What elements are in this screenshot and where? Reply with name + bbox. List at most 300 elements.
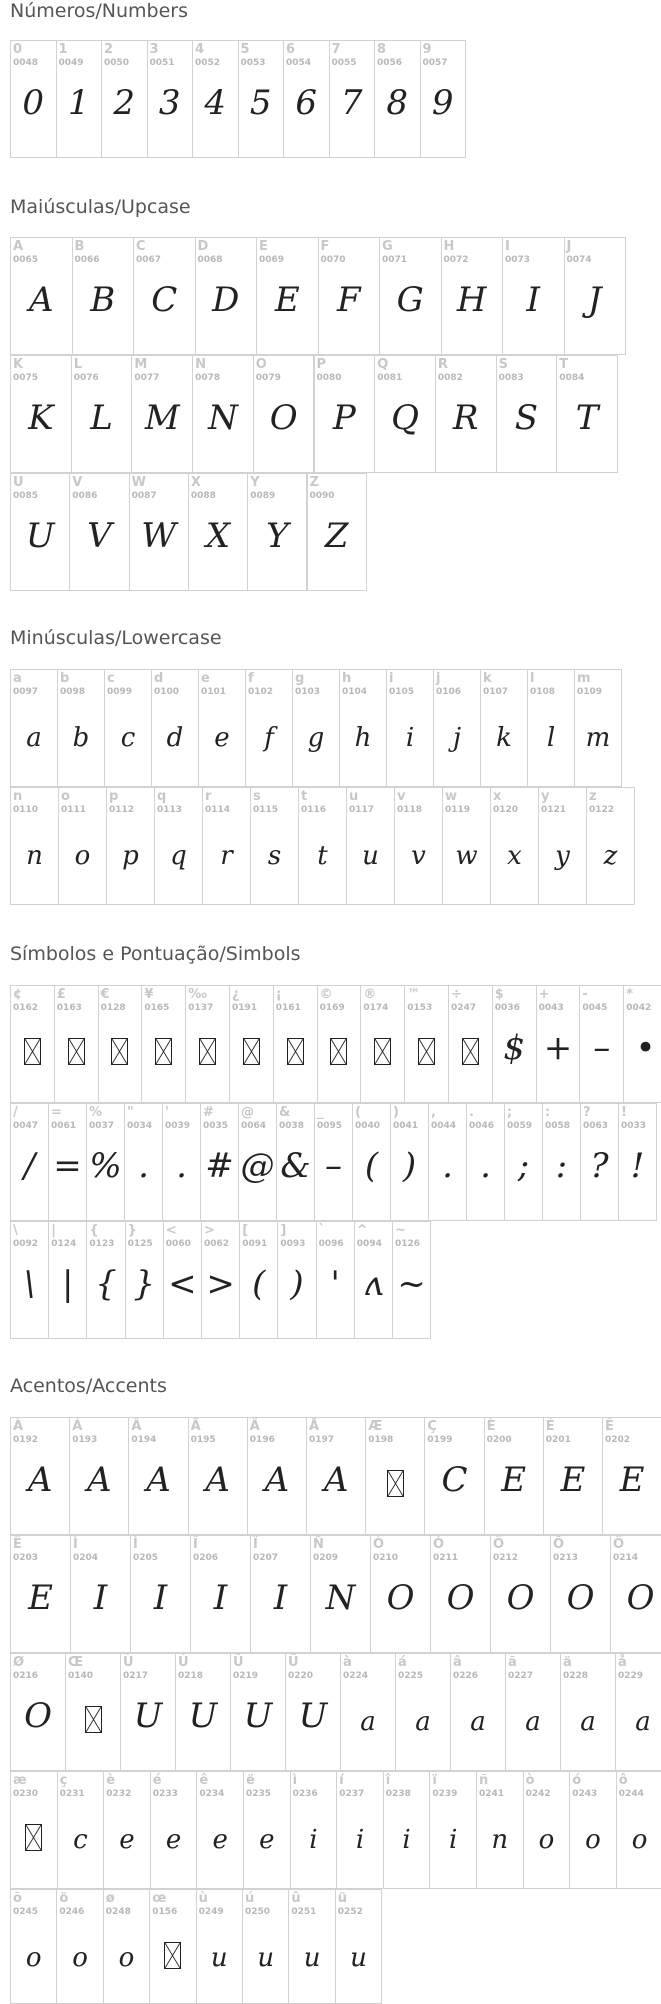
glyph-cell-0233: [150, 1771, 198, 1889]
glyph-character-label: ®: [363, 987, 377, 1002]
glyph-character-label: /: [13, 1105, 18, 1120]
glyph-cell-0086: [69, 473, 129, 591]
glyph-sample: U: [133, 1696, 163, 1736]
glyph-character-label: m: [577, 671, 591, 686]
glyph-cell-0085: [10, 473, 70, 591]
glyph-cell-0052: [192, 40, 239, 158]
glyph-cell-0054: [283, 40, 330, 158]
glyph-character-label: -: [582, 987, 588, 1002]
glyph-code-label: 0123: [89, 1239, 115, 1249]
glyph-code-label: 0100: [154, 687, 180, 697]
glyph-character-label: T: [559, 357, 569, 372]
glyph-cell-0093: [277, 1221, 316, 1339]
glyph-character-label: $: [494, 987, 504, 1002]
glyph-cell-0046: [466, 1103, 505, 1221]
glyph-sample: 7: [340, 83, 363, 123]
glyph-sample: m: [585, 723, 611, 753]
glyph-code-label: 0232: [106, 1789, 132, 1799]
glyph-code-label: 0099: [107, 687, 133, 697]
glyph-code-label: 0122: [589, 805, 615, 815]
glyph-cell-0110: [10, 787, 59, 905]
glyph-character-label: &: [279, 1105, 291, 1120]
glyph-code-label: 0252: [337, 1907, 363, 1917]
glyph-character-label: ': [165, 1105, 169, 1120]
glyph-code-label: 0073: [505, 255, 531, 265]
glyph-sample: #: [205, 1146, 234, 1186]
glyph-code-label: 0162: [13, 1003, 39, 1013]
glyph-cell-0218: [175, 1653, 231, 1771]
glyph-cell-0195: [188, 1417, 248, 1535]
glyph-code-label: 0036: [494, 1003, 520, 1013]
glyph-code-label: 0093: [280, 1239, 306, 1249]
glyph-cell-0056: [374, 40, 421, 158]
glyph-character-label: Æ: [368, 1419, 383, 1434]
glyph-code-label: 0163: [56, 1003, 82, 1013]
glyph-cell-0065: [10, 237, 73, 355]
glyph-character-label: G: [382, 239, 393, 254]
glyph-cell-0191: [229, 985, 274, 1103]
glyph-code-label: 0040: [355, 1121, 381, 1131]
glyph-character-label: y: [541, 789, 550, 804]
glyph-sample: X: [205, 516, 231, 556]
glyph-code-label: 0055: [331, 58, 357, 68]
glyph-code-label: 0249: [198, 1907, 224, 1917]
glyph-sample: c: [73, 1825, 88, 1855]
glyph-cell-0194: [128, 1417, 188, 1535]
glyph-code-label: 0161: [275, 1003, 301, 1013]
glyph-sample: %: [89, 1146, 122, 1186]
glyph-character-label: A: [13, 239, 24, 254]
glyph-code-label: 0220: [288, 1671, 314, 1681]
glyph-code-label: 0051: [149, 58, 175, 68]
glyph-code-label: 0245: [13, 1907, 39, 1917]
glyph-cell-0077: [131, 355, 193, 473]
glyph-cell-0042: [623, 985, 661, 1103]
glyph-sample: D: [212, 280, 240, 320]
glyph-cell-0071: [379, 237, 442, 355]
glyph-cell-0119: [442, 787, 491, 905]
glyph-code-label: 0082: [437, 373, 463, 383]
glyph-cell-0234: [196, 1771, 244, 1889]
glyph-code-label: 0079: [255, 373, 281, 383]
glyph-sample: a: [26, 723, 42, 753]
glyph-cell-0124: [48, 1221, 87, 1339]
glyph-character-label: j: [436, 671, 441, 686]
glyph-sample: .: [442, 1146, 453, 1186]
glyph-character-label: S: [498, 357, 508, 372]
glyph-cell-0248: [103, 1889, 150, 2004]
glyph-cell-0247: [448, 985, 493, 1103]
glyph-cell-0244: [616, 1771, 661, 1889]
glyph-character-label: B: [74, 239, 85, 254]
glyph-character-label: Q: [377, 357, 389, 372]
glyph-character-label: 8: [377, 42, 387, 57]
glyph-code-label: 0174: [363, 1003, 389, 1013]
glyph-cell-0125: [125, 1221, 164, 1339]
glyph-sample: $: [503, 1028, 526, 1068]
glyph-cell-0235: [243, 1771, 291, 1889]
glyph-cell-0216: [10, 1653, 66, 1771]
glyph-character-label: <: [165, 1223, 177, 1238]
glyph-cell-0084: [556, 355, 618, 473]
glyph-cell-0069: [256, 237, 319, 355]
glyph-cell-0193: [69, 1417, 129, 1535]
glyph-character-label: å: [618, 1655, 627, 1670]
glyph-cell-0081: [374, 355, 436, 473]
glyph-code-label: 0117: [349, 805, 375, 815]
glyph-cell-0035: [200, 1103, 239, 1221]
glyph-code-label: 0225: [398, 1671, 424, 1681]
glyph-character-label: È: [486, 1419, 496, 1434]
glyph-character-label: ô: [618, 1773, 628, 1788]
glyph-code-label: 0119: [445, 805, 471, 815]
glyph-code-label: 0236: [292, 1789, 318, 1799]
glyph-character-label: K: [13, 357, 24, 372]
missing-glyph-box-icon: [274, 1038, 317, 1065]
glyph-sample: U: [243, 1696, 273, 1736]
glyph-sample: N: [325, 1578, 356, 1618]
missing-glyph-box-icon: [318, 1038, 361, 1065]
glyph-sample: o: [72, 1943, 88, 1973]
glyph-sample: B: [90, 280, 116, 320]
glyph-code-label: 0072: [443, 255, 469, 265]
glyph-character-label: Ä: [249, 1419, 260, 1434]
glyph-character-label: ÷: [451, 987, 462, 1002]
glyph-character-label: î: [385, 1773, 391, 1788]
glyph-sample: =: [53, 1146, 82, 1186]
missing-glyph-box-icon: [230, 1038, 273, 1065]
glyph-cell-0214: [610, 1535, 661, 1653]
glyph-cell-0230: [10, 1771, 58, 1889]
glyph-character-label: o: [61, 789, 70, 804]
glyph-character-label: æ: [13, 1773, 27, 1788]
glyph-sample: G: [396, 280, 424, 320]
glyph-character-label: Ú: [178, 1655, 189, 1670]
glyph-sample: q: [170, 841, 187, 871]
glyph-character-label: ã: [508, 1655, 517, 1670]
glyph-sample: I: [273, 1578, 288, 1618]
glyph-code-label: 0233: [152, 1789, 178, 1799]
glyph-cell-0212: [490, 1535, 551, 1653]
glyph-code-label: 0084: [559, 373, 585, 383]
glyph-character-label: e: [201, 671, 210, 686]
glyph-code-label: 0108: [530, 687, 556, 697]
glyph-cell-0057: [420, 40, 467, 158]
glyph-character-label: 4: [195, 42, 205, 57]
glyph-sample: i: [405, 723, 415, 753]
glyph-sample: i: [355, 1825, 365, 1855]
glyph-character-label: Ü: [288, 1655, 299, 1670]
glyph-sample: 1: [67, 83, 90, 123]
glyph-character-label: Â: [131, 1419, 142, 1434]
glyph-character-label: 7: [331, 42, 341, 57]
glyph-character-label: %: [89, 1105, 103, 1120]
glyph-cell-0049: [56, 40, 103, 158]
glyph-code-label: 0201: [545, 1435, 571, 1445]
glyph-cell-0061: [48, 1103, 87, 1221]
glyph-sample: a: [635, 1707, 651, 1737]
glyph-sample: A: [27, 1460, 53, 1500]
missing-glyph-box-icon: [142, 1038, 185, 1065]
glyph-cell-0209: [310, 1535, 371, 1653]
glyph-character-label: !: [621, 1105, 627, 1120]
glyph-character-label: ö: [59, 1891, 69, 1906]
glyph-cell-0226: [450, 1653, 506, 1771]
glyph-code-label: 0112: [109, 805, 135, 815]
glyph-cell-0036: [492, 985, 537, 1103]
glyph-cell-0063: [580, 1103, 619, 1221]
glyph-sample: R: [452, 398, 479, 438]
glyph-code-label: 0191: [232, 1003, 258, 1013]
glyph-character-label: L: [73, 357, 82, 372]
glyph-character-label: ©: [319, 987, 333, 1002]
glyph-cell-0126: [392, 1221, 431, 1339]
glyph-character-label: c: [107, 671, 115, 686]
glyph-sample: e: [212, 1825, 228, 1855]
glyph-sample: u: [362, 841, 379, 871]
glyph-sample: 2: [113, 83, 136, 123]
glyph-cell-0075: [10, 355, 72, 473]
glyph-cell-0114: [202, 787, 251, 905]
glyph-sample: W: [141, 516, 177, 556]
glyph-character-label: ?: [583, 1105, 591, 1120]
glyph-sample: A: [87, 1460, 112, 1500]
glyph-character-label: P: [316, 357, 327, 372]
glyph-sample: t: [317, 841, 328, 871]
glyph-code-label: 0230: [13, 1789, 39, 1799]
glyph-sample: K: [28, 398, 54, 438]
glyph-code-label: 0101: [201, 687, 227, 697]
glyph-code-label: 0061: [51, 1121, 77, 1131]
glyph-cell-0239: [429, 1771, 477, 1889]
glyph-cell-0076: [71, 355, 133, 473]
glyph-sample: I: [153, 1578, 168, 1618]
glyph-cell-0163: [54, 985, 99, 1103]
glyph-code-label: 0237: [339, 1789, 365, 1799]
glyph-cell-0198: [365, 1417, 425, 1535]
glyph-character-label: Û: [233, 1655, 244, 1670]
glyph-character-label: ç: [59, 1773, 68, 1788]
glyph-code-label: 0229: [618, 1671, 644, 1681]
glyph-sample: Y: [266, 516, 289, 556]
glyph-character-label: Y: [250, 475, 260, 490]
glyph-cell-0156: [149, 1889, 196, 2004]
glyph-code-label: 0217: [123, 1671, 149, 1681]
glyph-character-label: 9: [422, 42, 432, 57]
glyph-code-label: 0227: [508, 1671, 534, 1681]
glyph-sample: 9: [431, 83, 454, 123]
glyph-character-label: p: [109, 789, 119, 804]
glyph-sample: L: [90, 398, 113, 438]
glyph-character-label: ú: [245, 1891, 255, 1906]
glyph-code-label: 0194: [131, 1435, 157, 1445]
glyph-character-label: ): [393, 1105, 399, 1120]
glyph-sample: (: [252, 1264, 266, 1304]
glyph-character-label: D: [197, 239, 209, 254]
glyph-cell-0225: [395, 1653, 451, 1771]
glyph-cell-0082: [435, 355, 497, 473]
missing-glyph-box-icon: [405, 1038, 448, 1065]
glyph-sample: a: [580, 1707, 596, 1737]
glyph-cell-0064: [238, 1103, 277, 1221]
glyph-character-label: ë: [246, 1773, 255, 1788]
glyph-sample: (: [364, 1146, 379, 1186]
glyph-sample: :: [555, 1146, 568, 1186]
glyph-cell-0108: [527, 669, 575, 787]
glyph-code-label: 0048: [13, 58, 39, 68]
glyph-code-label: 0250: [245, 1907, 271, 1917]
glyph-code-label: 0200: [486, 1435, 512, 1445]
glyph-character-label: ä: [563, 1655, 572, 1670]
glyph-cell-0202: [602, 1417, 661, 1535]
glyph-code-label: 0111: [61, 805, 87, 815]
glyph-sample: O: [566, 1578, 595, 1618]
glyph-character-label: E: [259, 239, 268, 254]
glyph-cell-0090: [307, 473, 367, 591]
glyph-cell-0120: [490, 787, 539, 905]
glyph-sample: ʌ: [363, 1264, 383, 1304]
glyph-cell-0045: [579, 985, 624, 1103]
glyph-character-label: ø: [105, 1891, 115, 1906]
missing-glyph-box-icon: [11, 1824, 57, 1851]
glyph-character-label: 3: [149, 42, 159, 57]
glyph-sample: O: [386, 1578, 415, 1618]
glyph-code-label: 0046: [469, 1121, 495, 1131]
glyph-character-label: Ö: [613, 1537, 625, 1552]
glyph-sample: E: [619, 1460, 645, 1500]
glyph-code-label: 0092: [13, 1239, 39, 1249]
glyph-character-label: ]: [280, 1223, 287, 1238]
section-title: Maiúsculas/Upcase: [10, 196, 191, 218]
glyph-cell-0060: [163, 1221, 202, 1339]
glyph-code-label: 0078: [195, 373, 221, 383]
glyph-cell-0246: [56, 1889, 103, 2004]
glyph-code-label: 0053: [240, 58, 266, 68]
glyph-sample: u: [210, 1943, 228, 1973]
section-title: Números/Numbers: [10, 0, 188, 22]
glyph-code-label: 0089: [250, 491, 276, 501]
glyph-cell-0243: [569, 1771, 617, 1889]
glyph-cell-0237: [336, 1771, 384, 1889]
glyph-sample: |: [62, 1264, 74, 1304]
glyph-sample: U: [188, 1696, 218, 1736]
glyph-code-label: 0033: [621, 1121, 647, 1131]
glyph-character-label: ¿: [232, 987, 240, 1002]
glyph-character-label: M: [134, 357, 148, 372]
glyph-code-label: 0192: [13, 1435, 39, 1445]
glyph-cell-0034: [124, 1103, 163, 1221]
glyph-code-label: 0057: [422, 58, 448, 68]
glyph-cell-0203: [10, 1535, 71, 1653]
glyph-character-label: [: [242, 1223, 249, 1238]
glyph-sample: O: [506, 1578, 535, 1618]
glyph-sample: S: [514, 398, 539, 438]
glyph-character-label: ^: [356, 1223, 368, 1238]
glyph-cell-0106: [433, 669, 481, 787]
glyph-cell-0079: [253, 355, 315, 473]
glyph-cell-0201: [543, 1417, 603, 1535]
glyph-character-label: R: [437, 357, 448, 372]
missing-glyph-box-icon: [150, 1942, 195, 1969]
glyph-code-label: 0052: [195, 58, 221, 68]
glyph-sample: v: [411, 841, 426, 871]
glyph-character-label: ¢: [13, 987, 23, 1002]
glyph-code-label: 0035: [203, 1121, 229, 1131]
glyph-character-label: à: [343, 1655, 352, 1670]
glyph-sample: A: [323, 1460, 349, 1500]
glyph-character-label: u: [349, 789, 359, 804]
glyph-character-label: 1: [58, 42, 68, 57]
glyph-cell-0123: [86, 1221, 125, 1339]
glyph-code-label: 0210: [373, 1553, 399, 1563]
glyph-cell-0128: [98, 985, 143, 1103]
glyph-code-label: 0207: [253, 1553, 279, 1563]
glyph-cell-0078: [192, 355, 254, 473]
glyph-code-label: 0242: [525, 1789, 551, 1799]
glyph-cell-0050: [101, 40, 148, 158]
glyph-cell-0083: [496, 355, 558, 473]
glyph-cell-0236: [290, 1771, 338, 1889]
glyph-cell-0041: [390, 1103, 429, 1221]
glyph-sample: p: [122, 841, 139, 871]
glyph-character-label: Ø: [13, 1655, 25, 1670]
glyph-sample: &: [280, 1146, 311, 1186]
glyph-code-label: 0126: [395, 1239, 421, 1249]
glyph-cell-0089: [247, 473, 307, 591]
glyph-cell-0229: [615, 1653, 661, 1771]
glyph-code-label: 0224: [343, 1671, 369, 1681]
missing-glyph-box-icon: [66, 1706, 120, 1733]
glyph-cell-0205: [130, 1535, 191, 1653]
glyph-code-label: 0209: [313, 1553, 339, 1563]
glyph-character-label: ¡: [275, 987, 282, 1002]
glyph-character-label: í: [339, 1773, 344, 1788]
glyph-character-label: d: [154, 671, 164, 686]
glyph-code-label: 0098: [60, 687, 86, 697]
missing-glyph-box-icon: [99, 1038, 142, 1065]
glyph-code-label: 0239: [432, 1789, 458, 1799]
glyph-character-label: J: [566, 239, 572, 254]
glyph-sample: !: [630, 1146, 645, 1186]
glyph-cell-0070: [318, 237, 381, 355]
glyph-character-label: À: [13, 1419, 24, 1434]
glyph-cell-0210: [370, 1535, 431, 1653]
glyph-cell-0117: [346, 787, 395, 905]
glyph-character-label: U: [13, 475, 24, 490]
glyph-sample: 0: [22, 83, 45, 123]
glyph-code-label: 0193: [72, 1435, 98, 1445]
glyph-cell-0241: [476, 1771, 524, 1889]
glyph-sample: F: [336, 280, 361, 320]
glyph-sample: f: [264, 723, 274, 753]
glyph-character-label: i: [389, 671, 394, 686]
glyph-cell-0111: [58, 787, 107, 905]
glyph-character-label: @: [241, 1105, 254, 1120]
glyph-code-label: 0107: [483, 687, 509, 697]
glyph-code-label: 0244: [618, 1789, 644, 1799]
glyph-sample: o: [538, 1825, 555, 1855]
glyph-code-label: 0243: [572, 1789, 598, 1799]
glyph-cell-0112: [106, 787, 155, 905]
glyph-character-label: O: [255, 357, 267, 372]
glyph-character-label: ¥: [144, 987, 154, 1002]
glyph-cell-0067: [133, 237, 196, 355]
glyph-code-label: 0059: [507, 1121, 533, 1131]
glyph-character-label: q: [157, 789, 167, 804]
glyph-code-label: 0153: [407, 1003, 433, 1013]
glyph-sample: .: [138, 1146, 149, 1186]
glyph-sample: A: [146, 1460, 171, 1500]
